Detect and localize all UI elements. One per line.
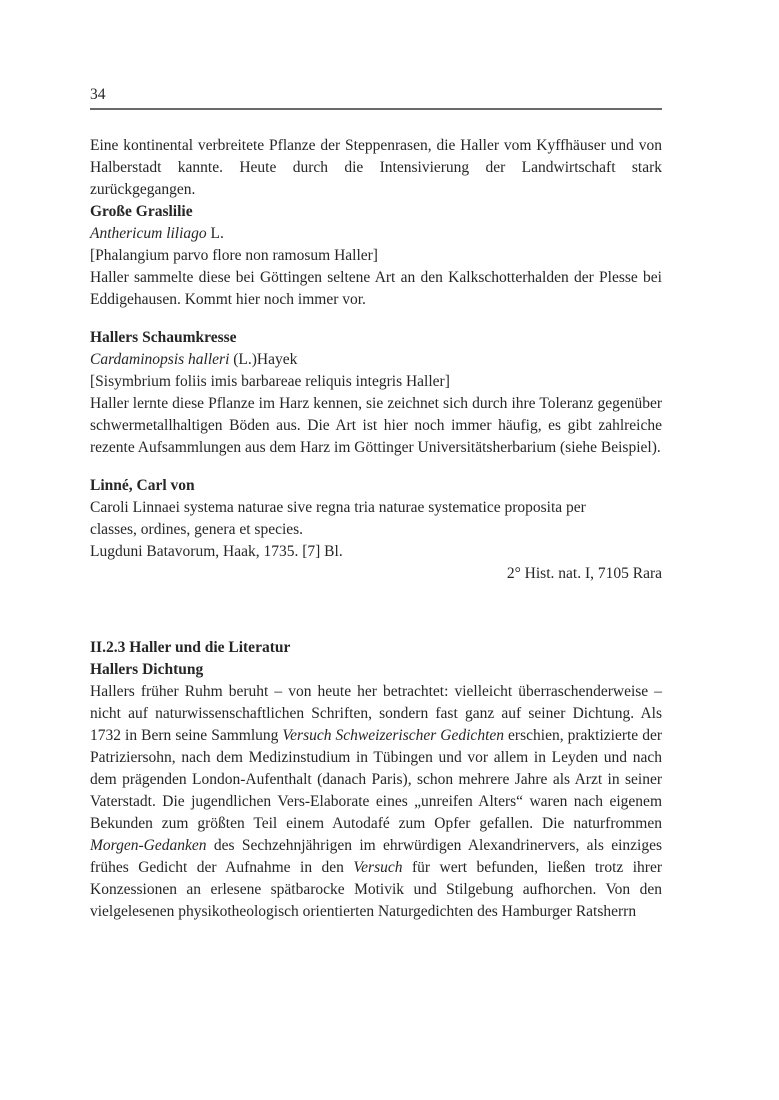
dichtung-paragraph	[90, 681, 662, 923]
paragraph-text: des Sechzehnjährigen im ehrwürdigen Alexandrinervers, als einziges frühes Gedicht der Aufnahme in den	[90, 837, 662, 876]
bibliography-line: Lugduni Batavorum, Haak, 1735. [7] Bl.	[90, 543, 343, 560]
species-latin-name	[90, 223, 662, 245]
species-latin-name	[90, 349, 662, 371]
latin-name-authority: (L.)Hayek	[229, 351, 298, 368]
paragraph-text: für wert befunden, ließen trotz ihrer Konzessionen an erlesene spätbarocke Motivik und Stilgebung aufhorchen. Von den vielgelesenen physikotheologisch orientierten Naturgedichten des Hamburger Ratsherrn	[90, 859, 662, 920]
entry-description: Haller lernte diese Pflanze im Harz kennen, sie zeichnet sich durch ihre Toleranz gegenüber schwermetallhaltigen Böden aus. Die Art ist hier noch immer häufig, es gibt zahlreiche rezente Aufsammlungen aus dem Harz im Göttinger Universitätsherbarium (siehe Beispiel).	[90, 395, 662, 456]
intro-paragraph: Eine kontinental verbreitete Pflanze der Steppenrasen, die Haller vom Kyffhäuser und von Halberstadt kannte. Heute durch die Intensivierung der Landwirtschaft stark zurückgegangen.	[90, 137, 662, 198]
entry-linne	[90, 475, 662, 585]
section-heading: II.2.3 Haller und die Literatur	[90, 639, 291, 656]
work-title-italic: Versuch Schweizerischer Gedichten	[282, 727, 505, 744]
entry-grosse-graslilie	[90, 201, 662, 311]
section-haller-literatur	[90, 637, 662, 923]
species-synonym: [Phalangium parvo flore non ramosum Haller]	[90, 247, 378, 264]
entry-heading: Große Graslilie	[90, 203, 193, 220]
subsection-heading: Hallers Dichtung	[90, 661, 204, 678]
latin-name-italic: Cardaminopsis halleri	[90, 351, 230, 368]
work-title-italic: Morgen-Gedanken	[90, 837, 207, 854]
species-synonym: [Sisymbrium foliis imis barbareae reliquis integris Haller]	[90, 373, 450, 390]
shelfmark: 2° Hist. nat. I, 7105 Rara	[506, 565, 662, 582]
entry-heading: Hallers Schaumkresse	[90, 329, 237, 346]
page-number: 34	[90, 86, 106, 103]
page-header	[90, 86, 662, 110]
entry-hallers-schaumkresse	[90, 327, 662, 459]
bibliography-line: classes, ordines, genera et species.	[90, 521, 304, 538]
entry-description: Haller sammelte diese bei Göttingen seltene Art an den Kalkschotterhalden der Plesse bei Eddigehausen. Kommt hier noch immer vor.	[90, 269, 662, 308]
page-content	[90, 135, 662, 923]
entry-heading: Linné, Carl von	[90, 477, 195, 494]
latin-name-italic: Anthericum liliago	[90, 225, 207, 242]
work-title-italic: Versuch	[353, 859, 403, 876]
bibliography-line: Caroli Linnaei systema naturae sive regna tria naturae systematice proposita per	[90, 499, 586, 516]
latin-name-authority: L.	[206, 225, 224, 242]
paragraph-text: erschien, praktizierte der Patriziersohn, nach dem Medizinstudium in Tübingen und vor allem in Leyden und nach dem prägenden London-Aufenthalt (danach Paris), schon mehrere Jahre als Arzt in seiner Vaterstadt. Die jugendlichen Vers-Elaborate eines „unreifen Alters“ waren nach eigenem Bekunden zum größten Teil einem Autodafé zum Opfer gefallen. Die naturfrommen	[90, 727, 663, 832]
paragraph-text: Hallers früher Ruhm beruht – von heute her betrachtet: vielleicht überraschenderweise – nicht auf naturwissenschaftlichen Schriften, sondern fast ganz auf seiner Dichtung. Als 1732 in Bern seine Sammlung	[90, 683, 662, 744]
